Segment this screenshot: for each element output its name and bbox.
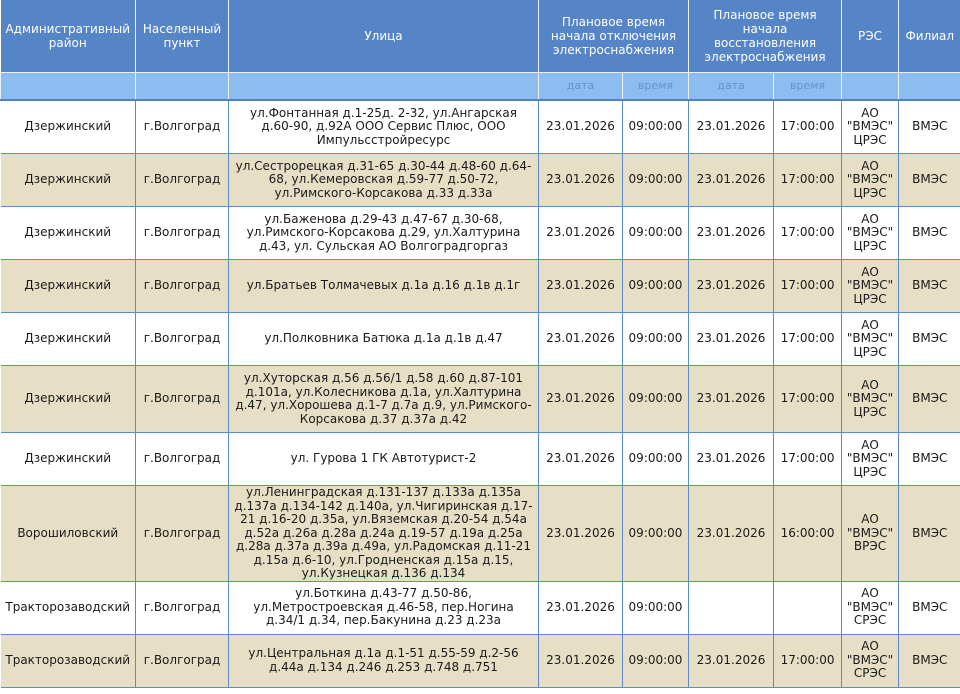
on-time-cell: 17:00:00 (774, 207, 842, 260)
on-time-cell: 17:00:00 (774, 634, 842, 687)
off-date-cell: 23.01.2026 (539, 207, 623, 260)
on-date-cell: 23.01.2026 (689, 154, 774, 207)
res-cell: АО "ВМЭС" СРЭС (842, 634, 899, 687)
district-cell: Тракторозаводский (1, 581, 136, 634)
on-time-cell: 17:00:00 (774, 433, 842, 486)
off-date-cell: 23.01.2026 (539, 433, 623, 486)
subheader-on-date: дата (689, 73, 774, 101)
district-cell: Дзержинский (1, 154, 136, 207)
branch-cell: ВМЭС (899, 313, 960, 366)
street-cell: ул.Центральная д.1а д.1-51 д.55-59 д.2-56 д.44а д.134 д.246 д.253 д.748 д.751 (229, 634, 539, 687)
off-date-cell: 23.01.2026 (539, 581, 623, 634)
header-row (1, 0, 960, 73)
street-cell: ул.Ленинградская д.131-137 д.133а д.135а д.137а д.134-142 д.140а, ул.Чигиринская д.17-21 д.16-20 д.35а, ул.Вяземская д.20-54 д.54а д.52а д.26а д.28а д.24а д.19-57 д.19а д.25а д.28а д.37а д.39а д.49а, ул.Радомская д.11-21 д.15а д.6-10, ул.Гродненская д.15а д.15, ул.Кузнецкая д.136 д.134 (229, 486, 539, 582)
subheader-row (1, 73, 960, 101)
header-locality: Населенный пункт (136, 0, 229, 73)
branch-cell: ВМЭС (899, 207, 960, 260)
off-time-cell: 09:00:00 (623, 154, 689, 207)
table-row (1, 366, 960, 433)
off-time-cell: 09:00:00 (623, 581, 689, 634)
street-cell: ул.Хуторская д.56 д.56/1 д.58 д.60 д.87-101 д.101а, ул.Колесникова д.1а, ул.Халтурина д.47, ул.Хорошева д.1-7 д.7а д.9, ул.Римского-Корсакова д.37 д.37а д.42 (229, 366, 539, 433)
on-time-cell: 16:00:00 (774, 486, 842, 582)
table-row (1, 486, 960, 582)
header-restore-time: Плановое время начала восстановления электроснабжения (689, 0, 842, 73)
branch-cell: ВМЭС (899, 260, 960, 313)
on-date-cell: 23.01.2026 (689, 100, 774, 154)
off-date-cell: 23.01.2026 (539, 634, 623, 687)
off-date-cell: 23.01.2026 (539, 154, 623, 207)
table-row (1, 100, 960, 154)
res-cell: АО "ВМЭС" ЦРЭС (842, 366, 899, 433)
locality-cell: г.Волгоград (136, 486, 229, 582)
off-date-cell: 23.01.2026 (539, 486, 623, 582)
res-cell: АО "ВМЭС" ЦРЭС (842, 207, 899, 260)
locality-cell: г.Волгоград (136, 100, 229, 154)
street-cell: ул.Фонтанная д.1-25д. 2-32, ул.Ангарская д.60-90, д.92А ООО Сервис Плюс, ООО Импульсстройресурс (229, 100, 539, 154)
branch-cell: ВМЭС (899, 100, 960, 154)
table-body (1, 100, 960, 687)
subheader-off-date: дата (539, 73, 623, 101)
on-date-cell: 23.01.2026 (689, 260, 774, 313)
subheader-empty (229, 73, 539, 101)
branch-cell: ВМЭС (899, 366, 960, 433)
off-date-cell: 23.01.2026 (539, 260, 623, 313)
locality-cell: г.Волгоград (136, 581, 229, 634)
branch-cell: ВМЭС (899, 154, 960, 207)
street-cell: ул. Гурова 1 ГК Автотурист-2 (229, 433, 539, 486)
street-cell: ул.Братьев Толмачевых д.1а д.16 д.1в д.1г (229, 260, 539, 313)
res-cell: АО "ВМЭС" СРЭС (842, 581, 899, 634)
res-cell: АО "ВМЭС" ЦРЭС (842, 433, 899, 486)
locality-cell: г.Волгоград (136, 207, 229, 260)
district-cell: Дзержинский (1, 433, 136, 486)
table-row (1, 313, 960, 366)
on-date-cell: 23.01.2026 (689, 433, 774, 486)
branch-cell: ВМЭС (899, 634, 960, 687)
on-time-cell: 17:00:00 (774, 313, 842, 366)
res-cell: АО "ВМЭС" ЦРЭС (842, 313, 899, 366)
on-time-cell: 17:00:00 (774, 366, 842, 433)
off-date-cell: 23.01.2026 (539, 100, 623, 154)
subheader-empty (1, 73, 136, 101)
header-district: Административный район (1, 0, 136, 73)
off-time-cell: 09:00:00 (623, 486, 689, 582)
street-cell: ул.Баженова д.29-43 д.47-67 д.30-68, ул.Римского-Корсакова д.29, ул.Халтурина д.43, ул. Сульская АО Волгоградгоргаз (229, 207, 539, 260)
table-row (1, 634, 960, 687)
district-cell: Дзержинский (1, 260, 136, 313)
locality-cell: г.Волгоград (136, 634, 229, 687)
off-time-cell: 09:00:00 (623, 433, 689, 486)
off-time-cell: 09:00:00 (623, 100, 689, 154)
on-date-cell (689, 581, 774, 634)
district-cell: Дзержинский (1, 207, 136, 260)
on-date-cell: 23.01.2026 (689, 313, 774, 366)
on-date-cell: 23.01.2026 (689, 634, 774, 687)
subheader-on-time: время (774, 73, 842, 101)
off-time-cell: 09:00:00 (623, 207, 689, 260)
locality-cell: г.Волгоград (136, 154, 229, 207)
street-cell: ул.Боткина д.43-77 д.50-86, ул.Метростроевская д.46-58, пер.Ногина д.34/1 д.34, пер.Бакунина д.23 д.23а (229, 581, 539, 634)
on-date-cell: 23.01.2026 (689, 366, 774, 433)
subheader-empty (136, 73, 229, 101)
district-cell: Тракторозаводский (1, 634, 136, 687)
off-date-cell: 23.01.2026 (539, 313, 623, 366)
off-time-cell: 09:00:00 (623, 366, 689, 433)
branch-cell: ВМЭС (899, 581, 960, 634)
street-cell: ул.Полковника Батюка д.1а д.1в д.47 (229, 313, 539, 366)
table-row (1, 581, 960, 634)
off-date-cell: 23.01.2026 (539, 366, 623, 433)
header-street: Улица (229, 0, 539, 73)
subheader-off-time: время (623, 73, 689, 101)
district-cell: Дзержинский (1, 313, 136, 366)
header-res: РЭС (842, 0, 899, 73)
subheader-empty (899, 73, 960, 101)
on-time-cell: 17:00:00 (774, 154, 842, 207)
res-cell: АО "ВМЭС" ЦРЭС (842, 260, 899, 313)
locality-cell: г.Волгоград (136, 260, 229, 313)
locality-cell: г.Волгоград (136, 433, 229, 486)
on-time-cell (774, 581, 842, 634)
on-date-cell: 23.01.2026 (689, 486, 774, 582)
on-date-cell: 23.01.2026 (689, 207, 774, 260)
branch-cell: ВМЭС (899, 433, 960, 486)
res-cell: АО "ВМЭС" ВРЭС (842, 486, 899, 582)
table-row (1, 154, 960, 207)
on-time-cell: 17:00:00 (774, 100, 842, 154)
res-cell: АО "ВМЭС" ЦРЭС (842, 154, 899, 207)
table-row (1, 433, 960, 486)
header-branch: Филиал (899, 0, 960, 73)
table-row (1, 260, 960, 313)
table-row (1, 207, 960, 260)
off-time-cell: 09:00:00 (623, 313, 689, 366)
street-cell: ул.Сестрорецкая д.31-65 д.30-44 д.48-60 д.64-68, ул.Кемеровская д.59-77 д.50-72, ул.Римского-Корсакова д.33 д.33а (229, 154, 539, 207)
district-cell: Ворошиловский (1, 486, 136, 582)
district-cell: Дзержинский (1, 366, 136, 433)
res-cell: АО "ВМЭС" ЦРЭС (842, 100, 899, 154)
header-off-time: Плановое время начала отключения электроснабжения (539, 0, 689, 73)
locality-cell: г.Волгоград (136, 366, 229, 433)
branch-cell: ВМЭС (899, 486, 960, 582)
district-cell: Дзержинский (1, 100, 136, 154)
locality-cell: г.Волгоград (136, 313, 229, 366)
subheader-empty (842, 73, 899, 101)
off-time-cell: 09:00:00 (623, 260, 689, 313)
on-time-cell: 17:00:00 (774, 260, 842, 313)
off-time-cell: 09:00:00 (623, 634, 689, 687)
